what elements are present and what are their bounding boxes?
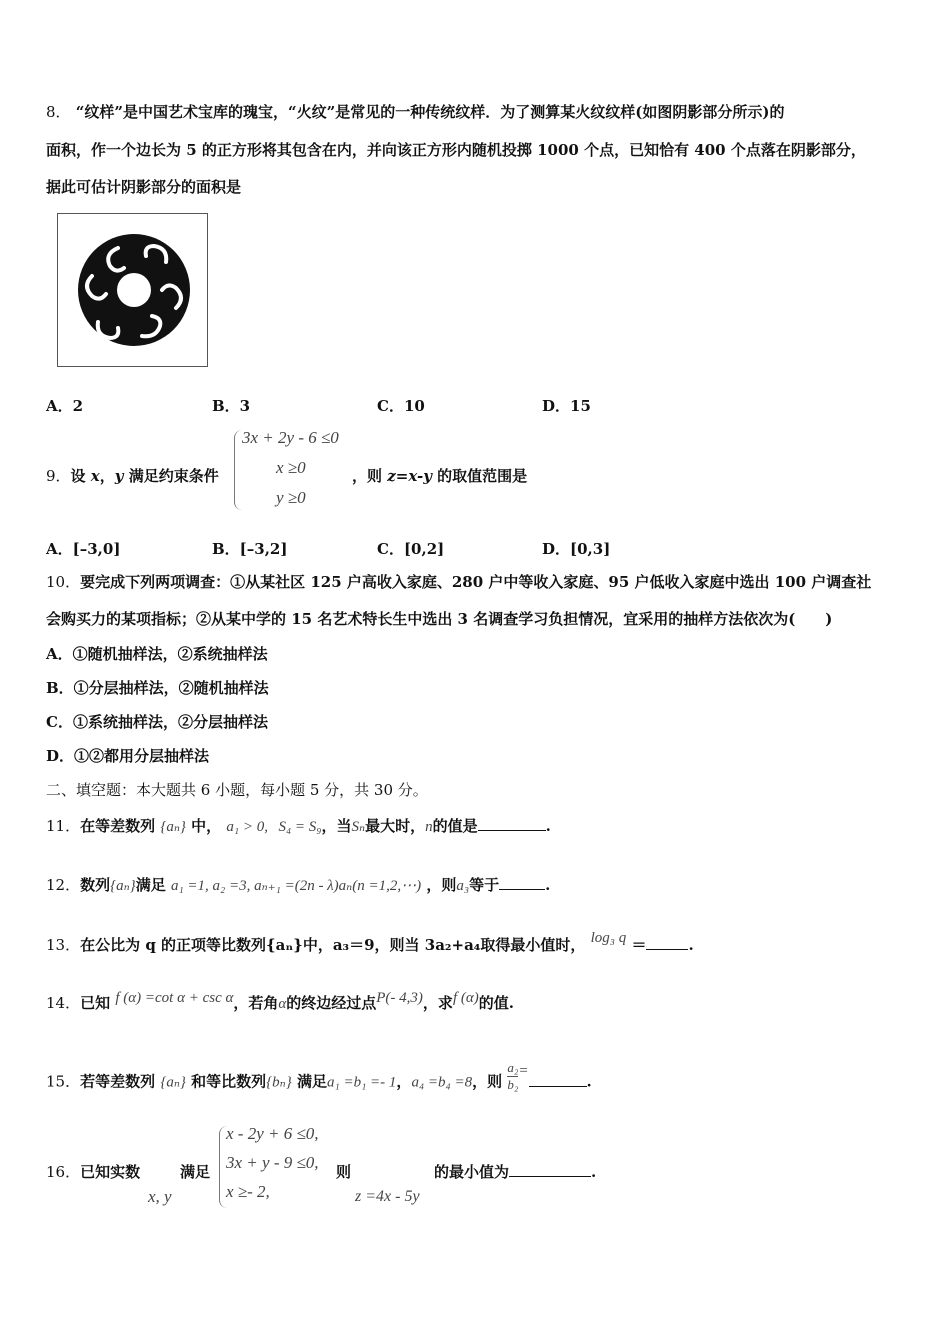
fire-pattern-icon xyxy=(58,214,207,366)
q10-option-b: B．①分层抽样法，②随机抽样法 xyxy=(46,679,269,697)
q10-option-d: D．①②都用分层抽样法 xyxy=(46,747,210,765)
q16-satisfies: 满足 xyxy=(180,1163,211,1181)
q11: 11．在等差数列 {aₙ} 中， a₁ > 0, S₄ = S₉，当Sₙ最大时，n的值是 . xyxy=(46,817,551,835)
q15-fraction: $\frac{\text{a₂}}{\text{b₂}}$ xyxy=(507,1060,519,1092)
q8-option-a: A．2 xyxy=(46,397,84,415)
q16-vars: x, y xyxy=(148,1187,172,1206)
q10-line1: 10．要完成下列两项调查：①从某社区 125 户高收入家庭、280 户中等收入家庭、95 户低收入家庭中选出 100 户调查社 xyxy=(46,573,872,591)
q16-constraint-1: x - 2y + 6 ≤0, xyxy=(226,1124,319,1143)
q11-seq: {aₙ} xyxy=(160,819,186,835)
q9-stem-right: ，则 z=x-y 的取值范围是 xyxy=(352,467,528,485)
q14-function: f (α) =cot α + csc α xyxy=(115,990,234,1006)
q9-option-d: D．[0,3] xyxy=(542,540,611,558)
q9-option-b: B．[–3,2] xyxy=(212,540,288,558)
q16-constraint-3: x ≥- 2, xyxy=(226,1182,270,1201)
q16-left: 16．已知实数 xyxy=(46,1163,141,1181)
q9-constraint-1: 3x + 2y - 6 ≤0 xyxy=(242,428,339,447)
q8-line1: 8． “纹样”是中国艺术宝库的瑰宝，“火纹”是常见的一种传统纹样．为了测算某火纹纹样(如图阴影部分所示)的 xyxy=(46,103,785,121)
q8-option-c: C．10 xyxy=(377,397,425,415)
q9-stem-left: 9．设 x，y 满足约束条件 xyxy=(46,467,219,485)
q8-number: 8． xyxy=(46,103,71,121)
q13-log: log₃ q xyxy=(590,930,627,946)
q15: 15．若等差数列 {aₙ} 和等比数列{bₙ} 满足a₁ =b₁ =- 1，a₄ =b₄ =8，则 $\frac{\text{a₂}}{\text{b₂}}$ =. xyxy=(46,1060,592,1092)
q8-line3: 据此可估计阴影部分的面积是 xyxy=(46,178,242,196)
q16-answer-blank xyxy=(509,1162,591,1177)
q8-option-b: B．3 xyxy=(212,397,251,415)
q9-option-c: C．[0,2] xyxy=(377,540,445,558)
q9-option-a: A．[–3,0] xyxy=(46,540,121,558)
q8-line2: 面积，作一个边长为 5 的正方形将其包含在内，并向该正方形内随机投掷 1000 个点，已知恰有 400 个点落在阴影部分， xyxy=(46,141,866,159)
q13: 13．在公比为 q 的正项等比数列{aₙ}中，a₃＝9，则当 3a₂+a₄取得最小值时， log₃ q ＝ . xyxy=(46,930,694,954)
q12-answer-blank xyxy=(499,875,545,890)
q10-line2: 会购买力的某项指标；②从某中学的 15 名艺术特长生中选出 3 名调查学习负担情况，宜采用的抽样方法依次为( ) xyxy=(46,610,833,628)
q9-constraint-3: y ≥0 xyxy=(276,488,306,507)
section-2-heading: 二、填空题：本大题共 6 小题，每小题 5 分，共 30 分。 xyxy=(46,781,428,799)
q14: 14．已知 f (α) =cot α + csc α，若角α的终边经过点P(- 4,3)，求f (α)的值. xyxy=(46,990,514,1012)
q13-answer-blank xyxy=(646,935,688,950)
q16-objective: z =4x - 5y xyxy=(355,1188,420,1205)
q9-constraint-2: x ≥0 xyxy=(276,458,306,477)
q12: 12．数列{aₙ}满足 a₁ =1, a₂ =3, aₙ₊₁ =(2n - λ)aₙ(n =1,2,⋯) ，则a₃等于 . xyxy=(46,876,551,894)
q11-answer-blank xyxy=(478,816,546,831)
q16-constraint-system xyxy=(219,1124,339,1210)
q16-right: 的最小值为 . xyxy=(434,1163,597,1181)
q12-recurrence: a₁ =1, a₂ =3, aₙ₊₁ =(2n - λ)aₙ(n =1,2,⋯) xyxy=(170,878,422,894)
q10-option-a: A．①随机抽样法，②系统抽样法 xyxy=(46,645,268,663)
q9-constraint-system xyxy=(234,428,364,512)
fire-pattern-figure xyxy=(57,213,208,367)
q10-option-c: C．①系统抽样法，②分层抽样法 xyxy=(46,713,268,731)
q16-then: 则 xyxy=(336,1163,352,1181)
q16-constraint-2: 3x + y - 9 ≤0, xyxy=(226,1153,319,1172)
q8-option-d: D．15 xyxy=(542,397,591,415)
q15-answer-blank xyxy=(529,1072,587,1087)
